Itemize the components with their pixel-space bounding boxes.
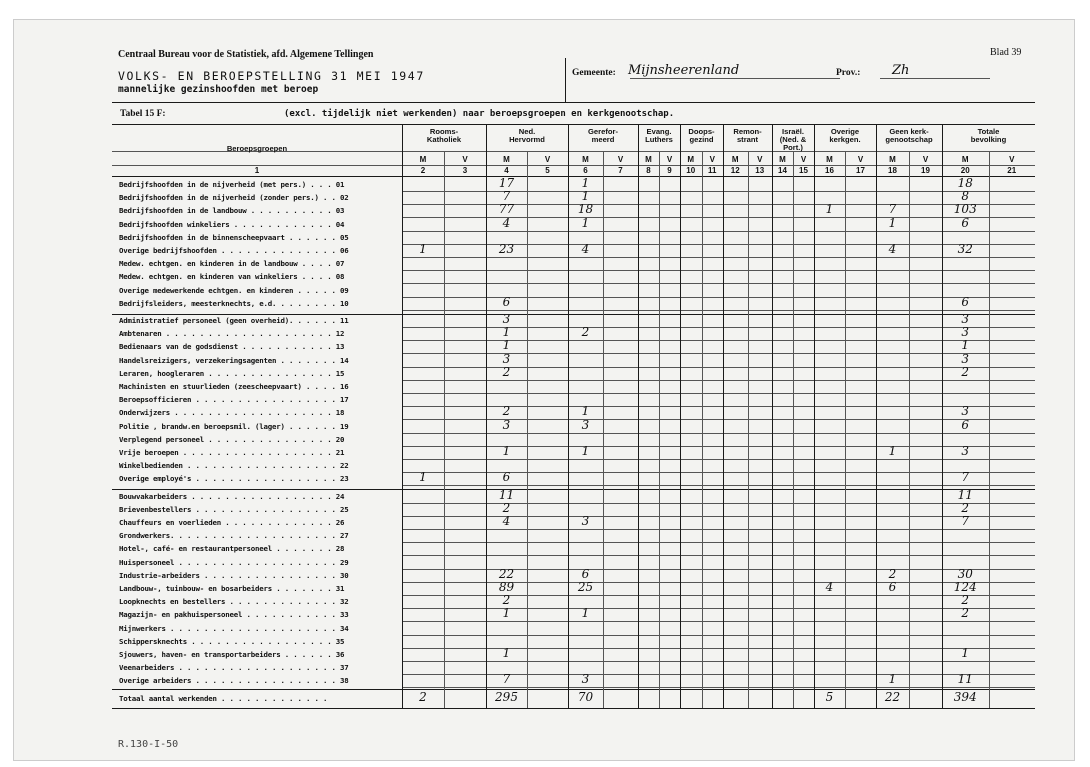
row-label: Overige employé's . . . . . . . . . . . . . . . . . 23: [119, 474, 349, 484]
total-label: Totaal aantal werkenden . . . . . . . . . . . . .: [119, 694, 328, 704]
v-header: V: [544, 155, 551, 164]
m-header: M: [731, 155, 739, 164]
column-number: 4: [504, 166, 509, 175]
row-label: Vrije beroepen . . . . . . . . . . . . . . . . . . 21: [119, 448, 345, 457]
handwritten-value: 7: [961, 470, 970, 485]
row-label: Onderwijzers . . . . . . . . . . . . . . . . . . . 18: [119, 408, 345, 418]
row-label: Bedrijfshoofden in de nijverheid (met pers.) . . . 01: [119, 180, 345, 189]
mv-column-rule: [748, 151, 749, 708]
handwritten-value: 2: [581, 325, 590, 340]
v-header: V: [800, 155, 807, 164]
row-label: Winkelbedienden . . . . . . . . . . . . . . . . . . 22: [119, 461, 349, 471]
handwritten-value: 6: [581, 566, 590, 581]
m-header: M: [645, 155, 652, 164]
label-column-rule: [402, 124, 403, 708]
group-header: Israël. (Ned. & Port.): [779, 127, 807, 152]
row-label: Beroepsofficieren . . . . . . . . . . . . . . . . . 17: [119, 395, 349, 405]
handwritten-value: 3: [581, 514, 590, 528]
row-label: Bedrijfshoofden winkeliers . . . . . . . . . . . . 04: [119, 219, 345, 229]
group-header: Evang. Luthers: [645, 127, 673, 144]
handwritten-value: 2: [961, 500, 970, 515]
section-rule: [112, 489, 1035, 490]
row-rule: [402, 433, 1035, 434]
v-header: V: [922, 155, 929, 164]
handwritten-value: 1: [581, 444, 590, 458]
handwritten-value: 23: [498, 242, 515, 256]
v-header: V: [617, 155, 624, 164]
v-header: V: [709, 155, 715, 164]
handwritten-value: 7: [961, 514, 970, 528]
group-column-rule: [568, 124, 569, 708]
handwritten-value: 6: [961, 215, 970, 230]
group-column-rule: [723, 124, 724, 708]
row-label: Ambtenaren . . . . . . . . . . . . . . . . . . . . 12: [119, 329, 345, 339]
total-value: 394: [953, 690, 977, 705]
column-number: 2: [420, 166, 426, 175]
m-header: M: [779, 155, 786, 164]
handwritten-value: 22: [498, 566, 515, 581]
handwritten-value: 124: [953, 580, 977, 594]
column-number: 7: [618, 166, 623, 175]
handwritten-value: 1: [581, 404, 590, 419]
handwritten-value: 1: [888, 444, 897, 458]
mv-column-rule: [702, 151, 703, 708]
column-number: 15: [799, 166, 808, 175]
m-header: M: [503, 155, 510, 164]
handwritten-value: 77: [498, 202, 515, 217]
handwritten-value: 1: [419, 470, 427, 485]
column-number: 1: [254, 166, 260, 175]
handwritten-value: 2: [961, 606, 970, 621]
handwritten-value: 6: [961, 294, 970, 309]
handwritten-value: 3: [502, 417, 511, 432]
group-column-rule: [486, 124, 487, 708]
column-number: 19: [921, 166, 930, 175]
handwritten-value: 1: [502, 444, 511, 458]
row-rule: [402, 270, 1035, 271]
row-label: Bedienaars van de godsdienst . . . . . . . . . . . 13: [119, 342, 345, 352]
row-rule: [402, 310, 1035, 311]
row-rule: [402, 231, 1035, 232]
row-rule: [402, 529, 1035, 530]
row-rule: [402, 485, 1035, 486]
handwritten-value: 3: [961, 325, 970, 340]
handwritten-value: 32: [957, 242, 973, 256]
row-label: Veenarbeiders . . . . . . . . . . . . . . . . . . . 37: [119, 663, 349, 673]
handwritten-value: 1: [888, 672, 897, 687]
handwritten-value: 7: [888, 202, 897, 217]
column-number: 11: [708, 166, 717, 175]
row-label: Overige arbeiders . . . . . . . . . . . . . . . . . 38: [119, 676, 349, 686]
section-rule: [112, 314, 1035, 315]
handwritten-value: 3: [502, 351, 511, 366]
column-number: 13: [755, 166, 765, 175]
row-rule: [402, 393, 1035, 394]
form-title: VOLKS- EN BEROEPSTELLING 31 MEI 1947: [118, 69, 425, 83]
total-bottom-rule: [112, 708, 1035, 709]
handwritten-value: 4: [502, 215, 511, 230]
handwritten-value: 6: [961, 417, 970, 432]
gemeente-label: Gemeente:: [572, 68, 616, 78]
table-top-rule: [112, 124, 1035, 125]
handwritten-value: 6: [502, 470, 511, 485]
column-number: 8: [646, 166, 651, 175]
row-label: Bedrijfshoofden in de nijverheid (zonder pers.) . . 02: [119, 193, 349, 203]
handwritten-value: 18: [957, 176, 973, 190]
mv-column-rule: [989, 151, 990, 708]
column-number: 16: [825, 166, 834, 175]
row-label: Handelsreizigers, verzekeringsagenten . . . . . . . 14: [119, 355, 349, 365]
row-rule: [402, 257, 1035, 258]
handwritten-value: 1: [581, 189, 590, 204]
m-header: M: [889, 155, 896, 164]
handwritten-value: 30: [957, 566, 973, 581]
group-header: Geen kerk- genootschap: [885, 127, 933, 144]
handwritten-value: 3: [961, 312, 970, 326]
handwritten-value: 2: [502, 500, 511, 515]
row-label: Industrie-arbeiders . . . . . . . . . . . . . . . . 30: [119, 570, 349, 580]
group-header: Doops- gezind: [688, 127, 715, 144]
handwritten-value: 1: [502, 606, 511, 621]
row-rule: [402, 283, 1035, 284]
beroepsgroepen-header: Beroepsgroepen: [226, 144, 288, 153]
v-header: V: [1009, 155, 1015, 164]
row-rule: [402, 687, 1035, 688]
row-label: Administratief personeel (geen overheid). . . . . . 11: [119, 316, 349, 325]
m-header: M: [582, 155, 589, 164]
handwritten-value: 1: [888, 215, 897, 230]
v-header: V: [757, 155, 763, 164]
column-number: 17: [856, 166, 865, 175]
m-header: M: [687, 155, 695, 164]
row-label: Bouwvakarbeiders . . . . . . . . . . . . . . . . . 24: [119, 491, 345, 501]
group-header: Overige kerkgen.: [829, 127, 861, 144]
handwritten-value: 25: [577, 580, 594, 594]
handwritten-value: 18: [577, 202, 594, 217]
row-label: Leraren, hoogleraren . . . . . . . . . . . . . . . 15: [119, 368, 345, 378]
handwritten-value: 3: [961, 444, 970, 458]
bureau-heading: Centraal Bureau voor de Statistiek, afd. Algemene Tellingen: [118, 49, 374, 60]
form-subtitle: mannelijke gezinshoofden met beroep: [118, 84, 319, 95]
group-header: Totale bevolking: [970, 127, 1007, 144]
handwritten-value: 1: [502, 646, 511, 660]
group-column-rule: [638, 124, 639, 708]
group-column-rule: [680, 124, 681, 708]
row-rule: [402, 380, 1035, 381]
row-label: Medew. echtgen. en kinderen van winkeliers . . . . 08: [119, 272, 345, 282]
handwritten-value: 4: [825, 580, 834, 594]
row-label: Schippersknechts . . . . . . . . . . . . . . . . . 35: [119, 636, 345, 646]
m-header: M: [826, 155, 833, 164]
table-description: (excl. tijdelijk niet werkenden) naar beroepsgroepen en kerkgenootschap.: [284, 109, 675, 119]
column-number: 20: [960, 166, 970, 175]
handwritten-value: 1: [419, 242, 427, 256]
column-number: 3: [462, 166, 468, 175]
row-label: Bedrijfsleiders, meesterknechts, e.d. . . . . . . . 10: [119, 298, 349, 308]
handwritten-value: 3: [581, 417, 590, 432]
handwritten-value: 3: [961, 351, 970, 366]
total-value: 22: [884, 690, 901, 705]
handwritten-value: 7: [502, 189, 511, 204]
group-column-rule: [876, 124, 877, 708]
mv-column-rule: [444, 151, 445, 708]
row-label: Bedrijfshoofden in de binnenscheepvaart . . . . . . 05: [119, 232, 349, 242]
row-label: Loopknechts en bestellers . . . . . . . . . . . . . 32: [119, 597, 349, 607]
v-header: V: [857, 155, 864, 164]
mv-column-rule: [603, 151, 604, 708]
handwritten-value: 11: [957, 672, 973, 687]
handwritten-value: 103: [953, 202, 977, 217]
handwritten-value: 2: [961, 593, 970, 608]
handwritten-value: 4: [888, 242, 897, 256]
province-label: Prov.:: [836, 68, 861, 78]
column-number: 12: [730, 166, 740, 175]
row-label: Mijnwerkers . . . . . . . . . . . . . . . . . . . . 34: [119, 623, 349, 633]
gemeente-value: Mijnsheerenland: [628, 63, 740, 78]
m-header: M: [419, 155, 427, 164]
handwritten-value: 2: [961, 364, 970, 379]
v-header: V: [462, 155, 468, 164]
handwritten-value: 2: [502, 404, 511, 419]
handwritten-value: 11: [957, 487, 973, 502]
gemeente-underline: [630, 78, 840, 79]
row-label: Bedrijfshoofden in de landbouw . . . . . . . . . . 03: [119, 206, 345, 216]
row-label: Sjouwers, haven- en transportarbeiders . . . . . . 36: [119, 650, 345, 659]
handwritten-value: 17: [498, 176, 515, 190]
handwritten-value: 1: [961, 338, 970, 353]
handwritten-value: 4: [502, 514, 511, 528]
column-number: 6: [583, 166, 588, 175]
total-value: 5: [825, 690, 834, 705]
handwritten-value: 8: [961, 189, 970, 204]
province-value: Zh: [892, 63, 910, 78]
group-header: Remon- strant: [733, 127, 762, 144]
group-header: Ned. Hervormd: [509, 127, 545, 144]
row-rule: [402, 661, 1035, 662]
province-underline: [880, 78, 990, 79]
handwritten-value: 7: [502, 672, 511, 687]
handwritten-value: 2: [502, 593, 511, 608]
row-rule: [402, 459, 1035, 460]
form-code: R.130-I-50: [118, 739, 179, 750]
group-column-rule: [772, 124, 773, 708]
handwritten-value: 3: [961, 404, 970, 419]
mv-column-rule: [845, 151, 846, 708]
handwritten-value: 1: [961, 646, 970, 660]
row-label: Magazijn- en pakhuispersoneel . . . . . . . . . . . 33: [119, 610, 349, 620]
mv-column-rule: [909, 151, 910, 708]
total-value: 70: [577, 690, 594, 705]
handwritten-value: 11: [498, 487, 515, 502]
v-header: V: [666, 155, 673, 164]
row-label: Politie , brandw.en beroepsmil. (lager) . . . . . . 19: [119, 421, 349, 431]
row-label: Huispersoneel . . . . . . . . . . . . . . . . . . . 29: [119, 557, 349, 567]
row-label: Chauffeurs en voerlieden . . . . . . . . . . . . . 26: [119, 518, 345, 527]
handwritten-value: 6: [888, 580, 897, 594]
handwritten-value: 1: [502, 338, 511, 353]
row-rule: [402, 542, 1035, 543]
row-label: Overige medewerkende echtgen. en kinderen . . . . . 09: [119, 285, 349, 295]
group-header: Gerefor- meerd: [588, 127, 618, 144]
column-number: 14: [778, 166, 787, 175]
group-column-rule: [942, 124, 943, 708]
header-bottom-rule: [112, 102, 1035, 103]
handwritten-value: 2: [888, 566, 897, 581]
handwritten-value: 4: [581, 242, 590, 256]
table-label: Tabel 15 F:: [120, 109, 166, 119]
column-number: 18: [888, 166, 897, 175]
group-column-rule: [814, 124, 815, 708]
handwritten-value: 1: [581, 606, 590, 621]
row-rule: [402, 555, 1035, 556]
handwritten-value: 3: [502, 312, 511, 326]
mv-column-rule: [793, 151, 794, 708]
row-rule: [402, 635, 1035, 636]
row-label: Grondwerkers. . . . . . . . . . . . . . . . . . . . 27: [119, 531, 349, 541]
handwritten-value: 1: [825, 202, 834, 217]
row-label: Overige bedrijfshoofden . . . . . . . . . . . . . . 06: [119, 246, 349, 255]
handwritten-value: 2: [502, 364, 511, 379]
column-number: 9: [667, 166, 672, 175]
header-divider: [565, 58, 566, 102]
handwritten-value: 3: [581, 672, 590, 687]
group-header: Rooms- Katholiek: [426, 127, 462, 144]
handwritten-value: 6: [502, 294, 511, 309]
mv-column-rule: [527, 151, 528, 708]
row-label: Landbouw-, tuinbouw- en bosarbeiders . . . . . . . 31: [119, 584, 345, 593]
row-label: Brievenbestellers . . . . . . . . . . . . . . . . . 25: [119, 504, 349, 514]
m-header: M: [961, 155, 969, 164]
row-label: Hotel-, café- en restaurantpersoneel . . . . . . . 28: [119, 544, 345, 554]
total-value: 2: [419, 690, 427, 705]
column-number: 10: [686, 166, 696, 175]
column-number: 5: [545, 166, 550, 175]
handwritten-value: 1: [581, 176, 590, 190]
handwritten-value: 89: [498, 580, 515, 594]
handwritten-value: 1: [581, 215, 590, 230]
row-rule: [402, 621, 1035, 622]
handwritten-value: 1: [502, 325, 511, 340]
column-number: 21: [1007, 166, 1017, 175]
row-label: Machinisten en stuurlieden (zeescheepvaart) . . . . 16: [119, 382, 349, 391]
row-label: Medew. echtgen. en kinderen in de landbouw . . . . 07: [119, 259, 345, 269]
row-label: Verplegend personeel . . . . . . . . . . . . . . . 20: [119, 434, 345, 444]
sheet-number: Blad 39: [990, 47, 1022, 58]
total-value: 295: [495, 690, 518, 705]
mv-column-rule: [659, 151, 660, 708]
